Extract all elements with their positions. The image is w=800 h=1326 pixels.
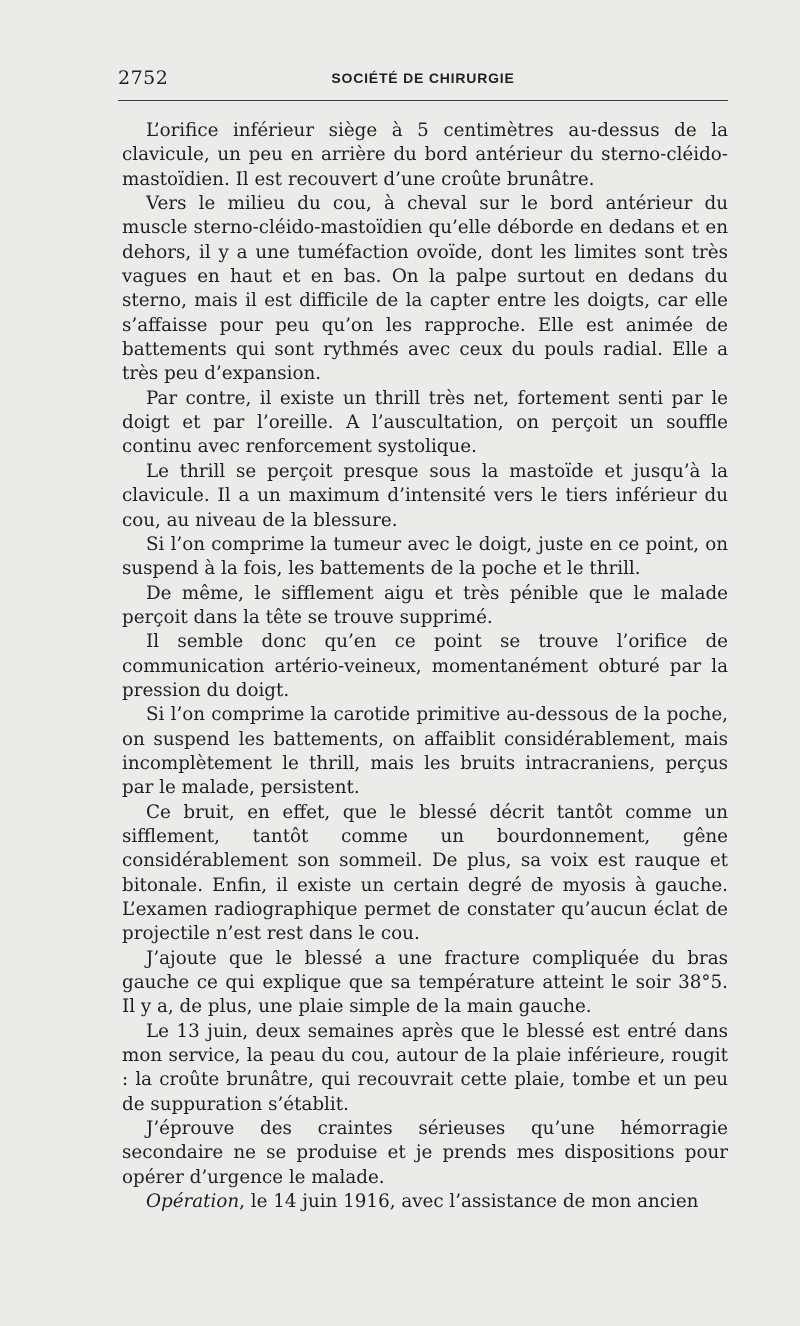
body-text: [122, 119, 728, 1214]
paragraph: Il semble donc qu’en ce point se trouve l’orifice de communication artério-veineux, momentanément obturé par la pression du doigt.: [122, 631, 728, 701]
paragraph: Le thrill se perçoit presque sous la mastoïde et jusqu’à la clavicule. Il a un maximum d’intensité vers le tiers inférieur du cou, au niveau de la blessure.: [122, 460, 728, 531]
running-title: SOCIÉTÉ DE CHIRURGIE: [331, 70, 515, 86]
paragraph-operation: [122, 1190, 728, 1214]
paragraph: Ce bruit, en effet, que le blessé décrit tantôt comme un sifflement, tantôt comme un bourdonnement, gêne considérablement son sommeil. De plus, sa voix est rauque et bitonale. Enfin, il existe un certain degré de myosis à gauche. L’examen radiographique permet de constater qu’aucun éclat de projectile n’est rest dans le cou.: [122, 801, 728, 945]
page-header: [118, 67, 728, 91]
paragraph: Si l’on comprime la carotide primitive au-dessous de la poche, on suspend les battements, on affaiblit considérablement, mais incomplètement le thrill, mais les bruits intracraniens, perçus par le malade, persistent.: [122, 704, 728, 799]
paragraph: J’ajoute que le blessé a une fracture compliquée du bras gauche ce qui explique que sa température atteint le soir 38°5. Il y a, de plus, une plaie simple de la main gauche.: [122, 947, 728, 1018]
paragraph: Vers le milieu du cou, à cheval sur le bord antérieur du muscle sterno-cléido-mastoïdien qu’elle déborde en dedans et en dehors, il y a une tuméfaction ovoïde, dont les limites sont très vagues en haut et en bas. On la palpe surtout en dedans du sterno, mais il est difficile de la capter entre les doigts, car elle s’affaisse pour peu qu’on les rapproche. Elle est animée de battements qui sont rythmés avec ceux du pouls radial. Elle a très peu d’expansion.: [122, 193, 728, 385]
operation-text: , le 14 juin 1916, avec l’assistance de mon ancien: [239, 1191, 699, 1213]
operation-heading: Opération: [146, 1191, 240, 1213]
paragraph: J’éprouve des craintes sérieuses qu’une hémorragie secondaire ne se produise et je prends mes dispositions pour opérer d’urgence le malade.: [122, 1118, 728, 1188]
paragraph: Par contre, il existe un thrill très net, fortement senti par le doigt et par l’oreille. A l’auscultation, on perçoit un souffle continu avec renforcement systolique.: [122, 387, 728, 458]
paragraph: Si l’on comprime la tumeur avec le doigt, juste en ce point, on suspend à la fois, les battements de la poche et le thrill.: [122, 533, 728, 580]
paragraph: L’orifice inférieur siège à 5 centimètres au-dessus de la clavicule, un peu en arrière du bord antérieur du sterno-cléido-mastoïdien. Il est recouvert d’une croûte brunâtre.: [122, 120, 728, 190]
paragraph: Le 13 juin, deux semaines après que le blessé est entré dans mon service, la peau du cou, autour de la plaie inférieure, rougit : la croûte brunâtre, qui recouvrait cette plaie, tombe et un peu de suppuration s’établit.: [122, 1020, 728, 1115]
paragraph: De même, le sifflement aigu et très pénible que le malade perçoit dans la tête se trouve supprimé.: [122, 582, 728, 628]
page-number: 2752: [118, 67, 169, 89]
header-rule: [118, 100, 728, 101]
